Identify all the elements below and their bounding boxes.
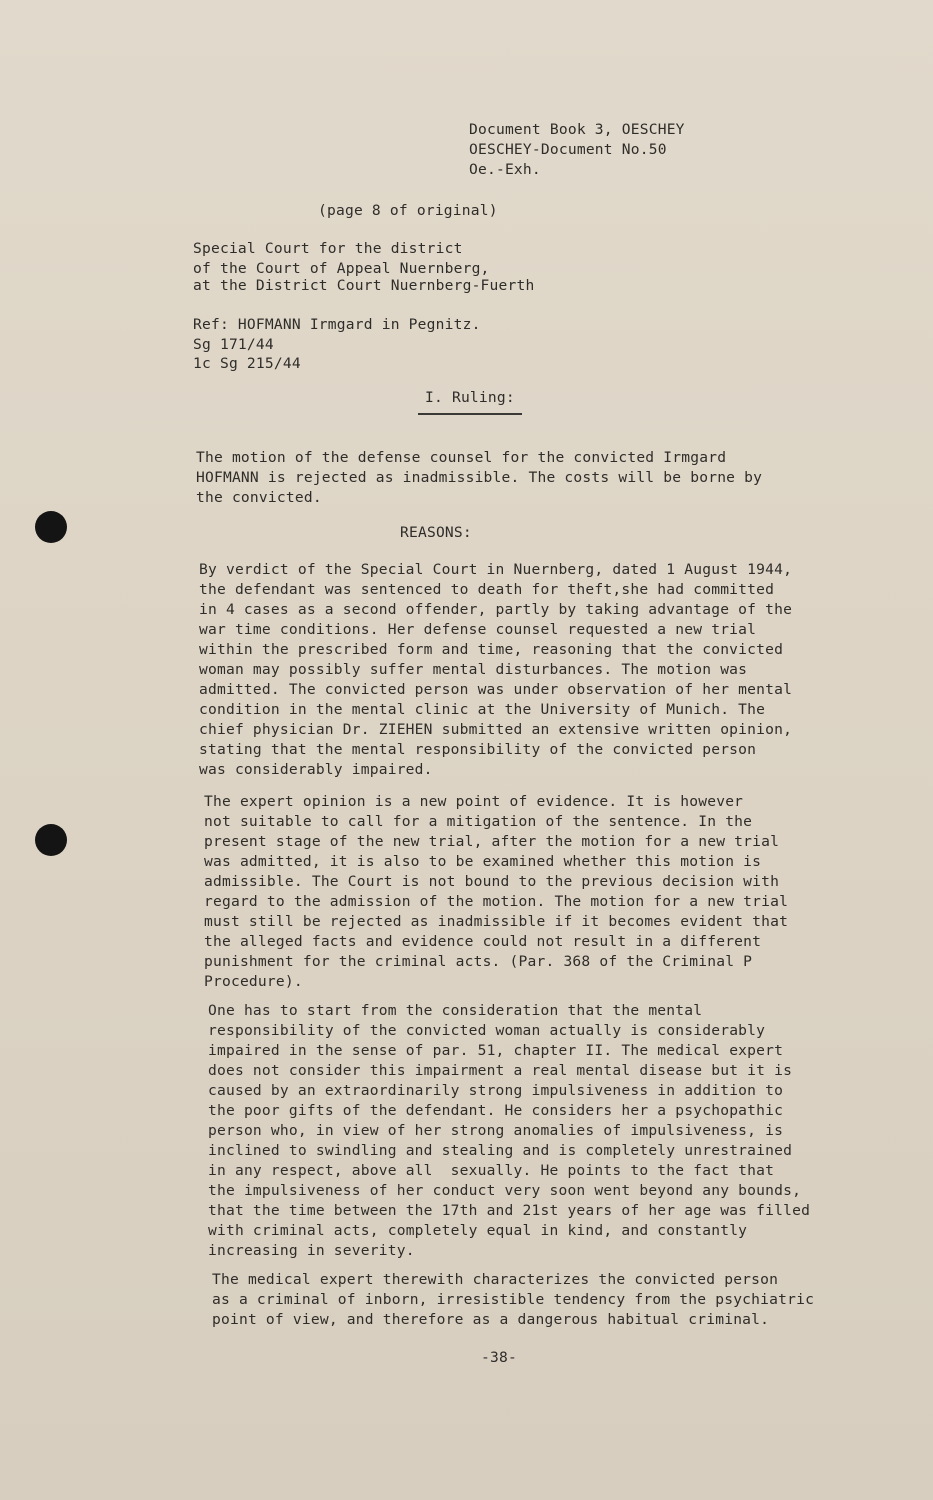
- p1-line: woman may possibly suffer mental disturbances. The motion was: [199, 661, 748, 678]
- p1-line: stating that the mental responsibility of the convicted person: [199, 741, 757, 758]
- p2-line: regard to the admission of the motion. The motion for a new trial: [204, 893, 789, 910]
- p4-line: as a criminal of inborn, irresistible tendency from the psychiatric: [212, 1291, 815, 1308]
- p1-line: the defendant was sentenced to death for theft,she had committed: [199, 581, 775, 598]
- ruling-line-3: the convicted.: [196, 489, 322, 506]
- court-line-1: Special Court for the district: [193, 240, 463, 257]
- p1-line: admitted. The convicted person was under observation of her mental: [199, 681, 793, 698]
- ruling-line-2: HOFMANN is rejected as inadmissible. The costs will be borne by: [196, 469, 763, 486]
- p1-line: chief physician Dr. ZIEHEN submitted an extensive written opinion,: [199, 721, 793, 738]
- document-number-label: OESCHEY-Document No.50: [469, 141, 667, 158]
- court-line-3: at the District Court Nuernberg-Fuerth: [193, 277, 535, 294]
- p1-line: By verdict of the Special Court in Nuernberg, dated 1 August 1944,: [199, 561, 793, 578]
- paragraph-4: [212, 1270, 872, 1330]
- paragraph-1: [199, 560, 859, 780]
- p3-line: that the time between the 17th and 21st years of her age was filled: [208, 1202, 811, 1219]
- p3-line: in any respect, above all sexually. He points to the fact that: [208, 1162, 775, 1179]
- paragraph-2: [204, 792, 864, 992]
- p3-line: One has to start from the consideration that the mental: [208, 1002, 703, 1019]
- p3-line: person who, in view of her strong anomalies of impulsiveness, is: [208, 1122, 784, 1139]
- p2-line: Procedure).: [204, 973, 303, 990]
- punch-hole-top: [35, 511, 67, 543]
- p3-line: inclined to swindling and stealing and is completely unrestrained: [208, 1142, 793, 1159]
- p3-line: increasing in severity.: [208, 1242, 415, 1259]
- reference-line: Ref: HOFMANN Irmgard in Pegnitz.: [193, 316, 481, 333]
- p4-line: The medical expert therewith characterizes the convicted person: [212, 1271, 779, 1288]
- p2-line: the alleged facts and evidence could not result in a different: [204, 933, 762, 950]
- p2-line: was admitted, it is also to be examined whether this motion is: [204, 853, 762, 870]
- p3-line: does not consider this impairment a real mental disease but it is: [208, 1062, 793, 1079]
- reasons-heading: REASONS:: [400, 524, 472, 541]
- page-reference: (page 8 of original): [318, 202, 498, 219]
- p2-line: must still be rejected as inadmissible if it becomes evident that: [204, 913, 789, 930]
- ruling-line-1: The motion of the defense counsel for the convicted Irmgard: [196, 449, 727, 466]
- p3-line: responsibility of the convicted woman actually is considerably: [208, 1022, 766, 1039]
- p1-line: within the prescribed form and time, reasoning that the convicted: [199, 641, 784, 658]
- p3-line: the impulsiveness of her conduct very soon went beyond any bounds,: [208, 1182, 802, 1199]
- case-number-1: Sg 171/44: [193, 336, 274, 353]
- p3-line: caused by an extraordinarily strong impulsiveness in addition to: [208, 1082, 784, 1099]
- p3-line: impaired in the sense of par. 51, chapter II. The medical expert: [208, 1042, 784, 1059]
- document-book-label: Document Book 3, OESCHEY: [469, 121, 685, 138]
- p3-line: with criminal acts, completely equal in kind, and constantly: [208, 1222, 748, 1239]
- ruling-underline: [418, 413, 522, 415]
- exhibit-label: Oe.-Exh.: [469, 161, 541, 178]
- p1-line: war time conditions. Her defense counsel requested a new trial: [199, 621, 757, 638]
- ruling-text: [196, 448, 856, 508]
- p1-line: was considerably impaired.: [199, 761, 433, 778]
- page-number: -38-: [481, 1349, 517, 1366]
- p1-line: condition in the mental clinic at the University of Munich. The: [199, 701, 766, 718]
- p2-line: punishment for the criminal acts. (Par. 368 of the Criminal P: [204, 953, 753, 970]
- p3-line: the poor gifts of the defendant. He considers her a psychopathic: [208, 1102, 784, 1119]
- p4-line: point of view, and therefore as a dangerous habitual criminal.: [212, 1311, 770, 1328]
- court-line-2: of the Court of Appeal Nuernberg,: [193, 260, 490, 277]
- p2-line: The expert opinion is a new point of evidence. It is however: [204, 793, 744, 810]
- p2-line: not suitable to call for a mitigation of the sentence. In the: [204, 813, 753, 830]
- p2-line: present stage of the new trial, after the motion for a new trial: [204, 833, 780, 850]
- paragraph-3: [208, 1001, 868, 1261]
- ruling-heading: I. Ruling:: [425, 389, 515, 406]
- case-number-2: 1c Sg 215/44: [193, 355, 301, 372]
- p2-line: admissible. The Court is not bound to the previous decision with: [204, 873, 780, 890]
- punch-hole-bottom: [35, 824, 67, 856]
- p1-line: in 4 cases as a second offender, partly by taking advantage of the: [199, 601, 793, 618]
